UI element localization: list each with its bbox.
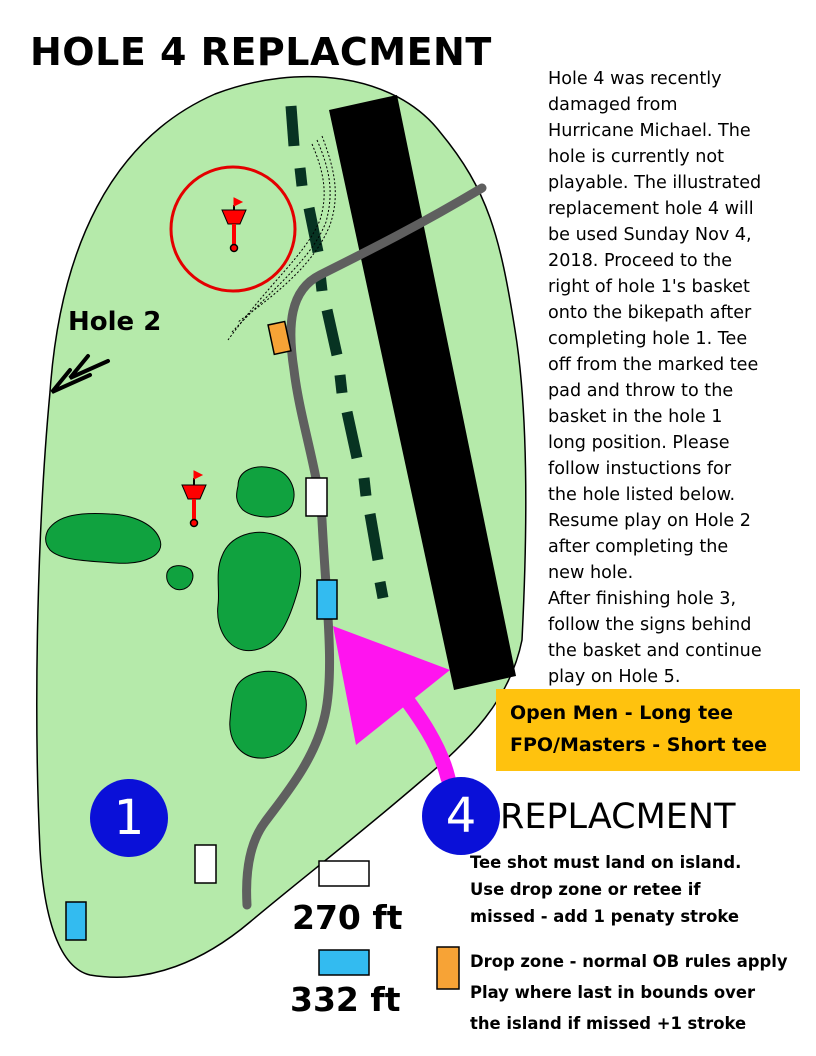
notice-line: follow instuctions for (548, 459, 732, 479)
drop-rule-line: Drop zone - normal OB rules apply (470, 952, 788, 971)
notice-line: right of hole 1's basket (548, 277, 750, 297)
tree-cluster (167, 566, 193, 590)
notice-text (548, 66, 810, 690)
rule-line: missed - add 1 penaty stroke (470, 907, 739, 926)
rule-line: Use drop zone or retee if (470, 880, 701, 899)
notice-line: follow the signs behind (548, 615, 752, 635)
long-tee-pad (317, 580, 337, 619)
notice-line: off from the marked tee (548, 355, 759, 375)
open-men-tee: Open Men - Long tee (510, 702, 733, 724)
notice-line: long position. Please (548, 433, 730, 453)
hole1-long-tee (66, 902, 86, 940)
short-tee-pad (306, 478, 327, 516)
notice-line: 2018. Proceed to the (548, 251, 733, 271)
short-tee-distance: 270 ft (292, 898, 403, 937)
replacement-label: REPLACMENT (500, 797, 736, 837)
notice-line: after completing the (548, 537, 729, 557)
drop-rule-line: the island if missed +1 stroke (470, 1014, 747, 1033)
notice-line: pad and throw to the (548, 381, 734, 401)
notice-line: replacement hole 4 will (548, 199, 754, 219)
notice-line: hole is currently not (548, 147, 725, 167)
notice-line: the hole listed below. (548, 485, 736, 505)
notice-line: Hurricane Michael. The (548, 121, 751, 141)
tree-cluster (237, 467, 294, 517)
tee-shot-rules (470, 849, 810, 930)
tee-assignment-box (496, 689, 800, 771)
legend-drop-zone (437, 947, 459, 989)
hole-4-badge: 4 (422, 777, 500, 855)
notice-line: onto the bikepath after (548, 303, 752, 323)
notice-line: new hole. (548, 563, 634, 583)
notice-line: playable. The illustrated (548, 173, 762, 193)
drop-zone-rules (470, 946, 810, 1039)
legend-short-tee (319, 861, 369, 886)
notice-line: play on Hole 5. (548, 667, 681, 687)
fpo-masters-tee: FPO/Masters - Short tee (510, 734, 767, 756)
notice-line: damaged from (548, 95, 678, 115)
hole1-short-tee (195, 845, 216, 883)
notice-line: Resume play on Hole 2 (548, 511, 751, 531)
notice-line: completing hole 1. Tee (548, 329, 748, 349)
notice-line: the basket and continue (548, 641, 762, 661)
notice-line: After finishing hole 3, (548, 589, 737, 609)
notice-line: basket in the hole 1 (548, 407, 723, 427)
notice-line: be used Sunday Nov 4, (548, 225, 752, 245)
long-tee-distance: 332 ft (290, 980, 401, 1019)
hole-2-label: Hole 2 (68, 307, 162, 337)
legend-long-tee (319, 950, 369, 975)
drop-rule-line: Play where last in bounds over (470, 983, 756, 1002)
page-title: HOLE 4 REPLACMENT (30, 30, 492, 74)
hole-1-badge: 1 (90, 779, 168, 857)
notice-line: Hole 4 was recently (548, 69, 722, 89)
rule-line: Tee shot must land on island. (470, 853, 742, 872)
